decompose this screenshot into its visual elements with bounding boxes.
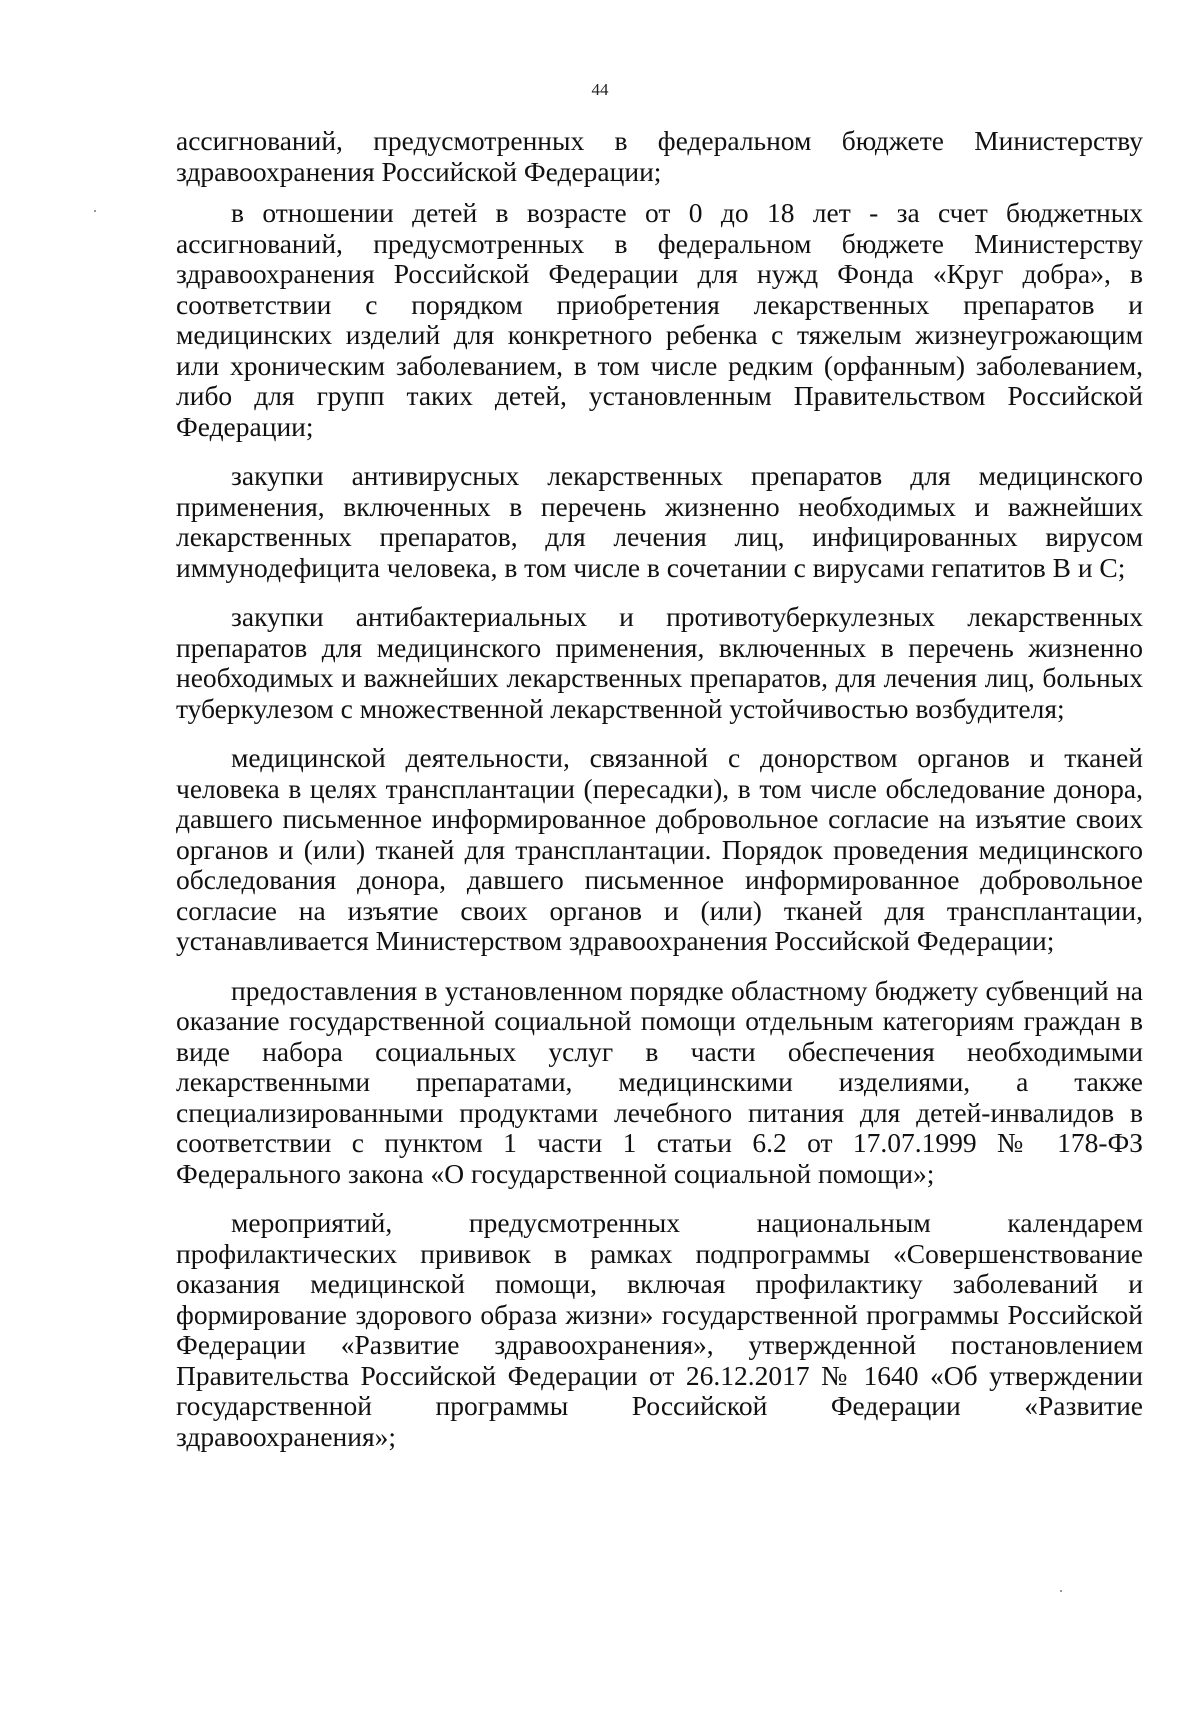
paragraph-continuation: ассигнований, предусмотренных в федеральном бюджете Министерству здравоохранения Российской Федерации; xyxy=(176,125,1143,187)
paragraph-vaccination-calendar: мероприятий, предусмотренных национальным календарем профилактических прививок в рамках подпрограммы «Совершенствование оказания медицинской помощи, включая профилактику заболеваний и формирование здорового образа жизни» государственной программы Российской Федерации «Развитие здравоохранения», утвержденной постановлением Правительства Российской Федерации от 26.12.2017 № 1640 «Об утверждении государственной программы Российской Федерации «Развитие здравоохранения»; xyxy=(176,1207,1143,1452)
document-body xyxy=(176,126,1143,1452)
page-number: 44 xyxy=(591,80,609,99)
paragraph-social-assistance-subventions: предоставления в установленном порядке областному бюджету субвенций на оказание государственной социальной помощи отдельным категориям граждан в виде набора социальных услуг в части обеспечения необходимыми лекарственными препаратами, медицинскими изделиями, а также специализированными продуктами лечебного питания для детей-инвалидов в соответствии с пунктом 1 части 1 статьи 6.2 от 17.07.1999 № 178-ФЗ Федерального закона «О государственной социальной помощи»; xyxy=(176,974,1143,1189)
paragraph-children-funding: в отношении детей в возрасте от 0 до 18 лет - за счет бюджетных ассигнований, предусмотренных в федеральном бюджете Министерству здравоохранения Российской Федерации для нужд Фонда «Круг добра», в соответствии с порядком приобретения лекарственных препаратов и медицинских изделий для конкретного ребенка с тяжелым жизнеугрожающим или хроническим заболеванием, в том числе редким (орфанным) заболеванием, либо для групп таких детей, установленным Правительством Российской Федерации; xyxy=(176,197,1143,442)
paragraph-organ-donation: медицинской деятельности, связанной с донорством органов и тканей человека в целях трансплантации (пересадки), в том числе обследование донора, давшего письменное информированное добровольное согласие на изъятие своих органов и (или) тканей для трансплантации. Порядок проведения медицинского обследования донора, давшего письменное информированное добровольное согласие на изъятие своих органов и (или) тканей для трансплантации, устанавливается Министерством здравоохранения Российской Федерации; xyxy=(176,742,1143,956)
paragraph-antibacterial-purchases: закупки антибактериальных и противотуберкулезных лекарственных препаратов для медицинского применения, включенных в перечень жизненно необходимых и важнейших лекарственных препаратов, для лечения лиц, больных туберкулезом с множественной лекарственной устойчивостью возбудителя; xyxy=(176,601,1143,724)
scan-speck xyxy=(1060,1590,1062,1592)
scan-speck xyxy=(94,210,96,212)
paragraph-antiviral-purchases: закупки антивирусных лекарственных препаратов для медицинского применения, включенных в перечень жизненно необходимых и важнейших лекарственных препаратов, для лечения лиц, инфицированных вирусом иммунодефицита человека, в том числе в сочетании с вирусами гепатитов В и С; xyxy=(176,460,1143,583)
